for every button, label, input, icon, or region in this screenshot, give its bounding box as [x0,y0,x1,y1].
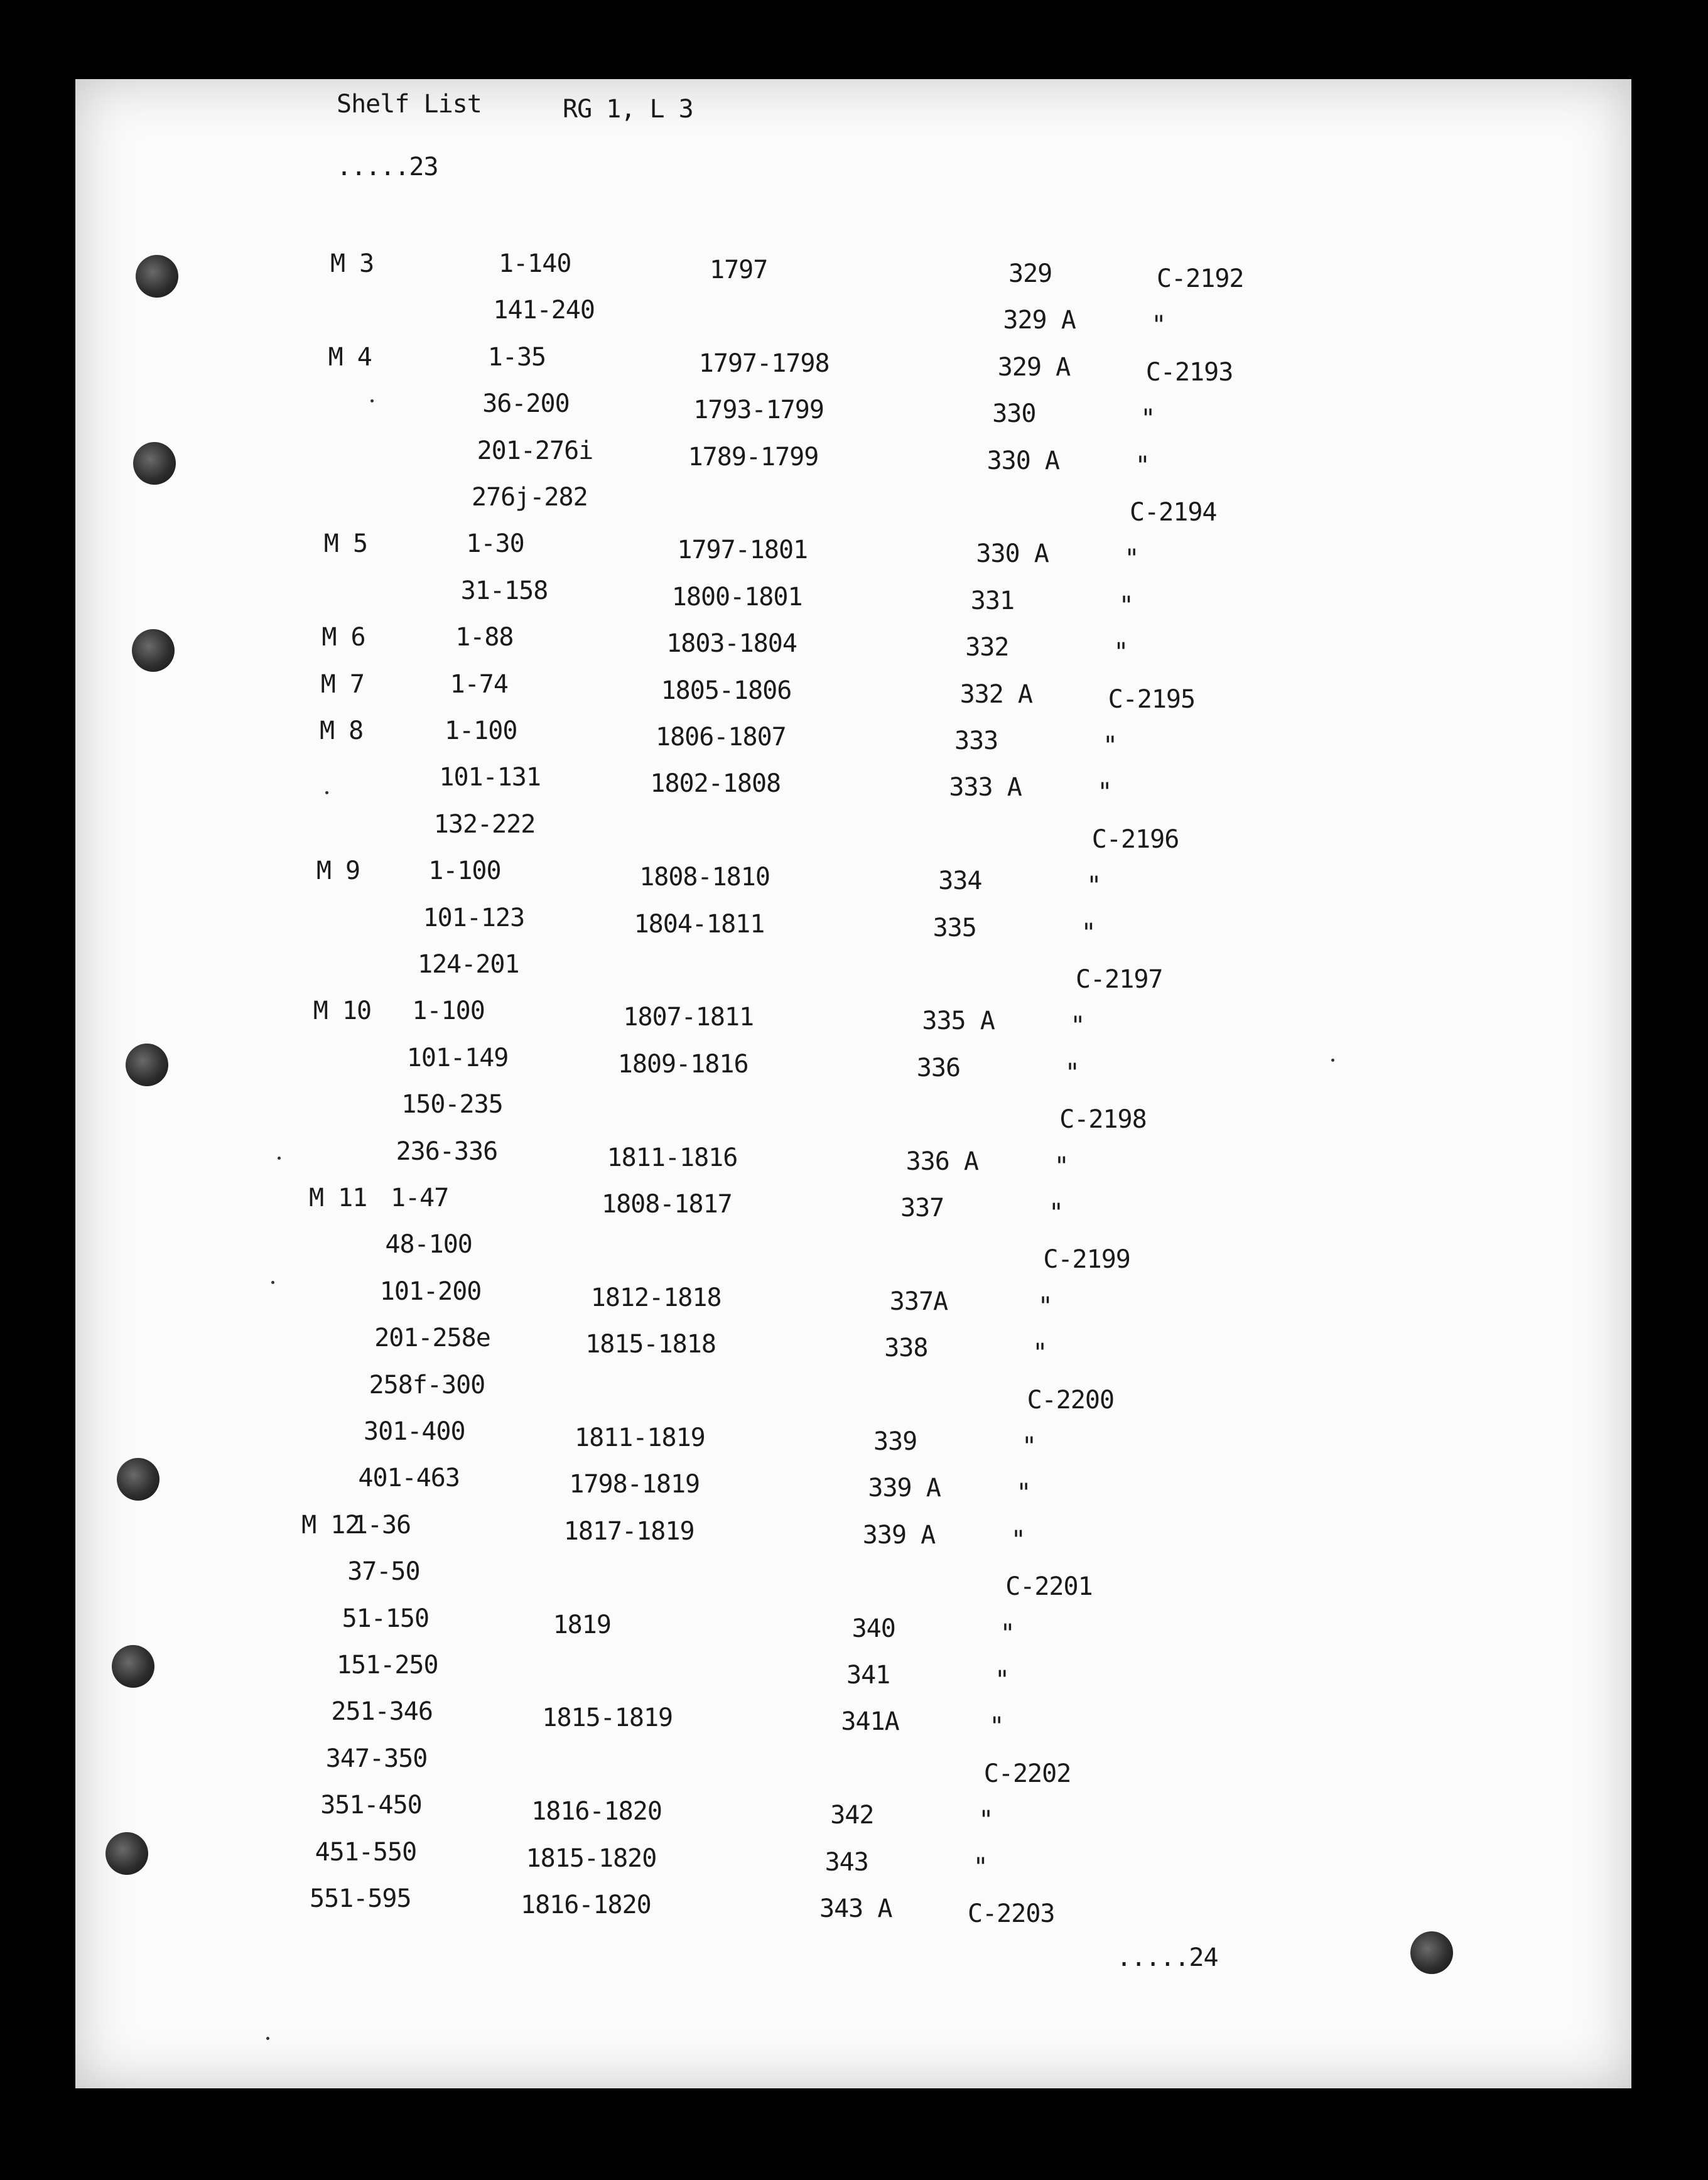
cell-volume: 335 A [922,1006,995,1036]
cell-container: " [1016,1479,1031,1508]
cell-container: " [973,1852,988,1882]
cell-container: " [989,1712,1004,1742]
record-group: RG 1, L 3 [563,95,693,124]
cell-series: M 9 [316,856,360,886]
punch-hole [133,442,176,485]
paper-speck [278,1157,281,1160]
punch-hole [136,255,178,298]
paper-speck [370,399,374,402]
cell-range: 1-30 [466,529,524,559]
cell-volume: 343 [824,1847,868,1877]
cell-container: " [1022,1432,1037,1461]
cell-dates: 1806-1807 [656,723,786,752]
cell-dates: 1812-1818 [590,1283,722,1312]
cell-dates: 1807-1811 [623,1003,754,1032]
cell-dates: 1808-1810 [639,863,770,892]
cell-container: " [995,1666,1010,1695]
cell-range: 451-550 [315,1837,417,1867]
cell-container: C-2202 [983,1759,1071,1788]
cell-series: M 4 [328,342,372,372]
cell-dates: 1811-1819 [575,1423,705,1452]
cell-series: M 5 [323,529,368,559]
cell-dates: 1797 [710,256,768,284]
cell-container: " [1118,591,1133,620]
document-page [75,79,1631,2088]
punch-hole [117,1458,159,1501]
cell-dates: 1809-1816 [617,1049,749,1079]
cell-range: 301-400 [364,1417,465,1446]
cell-range: 347-350 [325,1744,428,1773]
cell-volume: 333 A [949,773,1022,802]
cell-range: 1-36 [352,1510,411,1540]
cell-container: " [1113,638,1128,667]
cell-container: " [1037,1292,1052,1321]
cell-container: C-2200 [1027,1385,1115,1415]
cell-range: 251-346 [331,1697,433,1727]
cell-series: M 12 [301,1510,360,1540]
cell-range: 101-123 [423,903,525,932]
cell-dates: 1816-1820 [521,1891,651,1919]
cell-volume: 336 [916,1053,961,1082]
cell-range: 401-463 [358,1464,460,1493]
cell-range: 1-47 [391,1184,449,1212]
cell-dates: 1805-1806 [661,676,792,705]
cell-container: " [1124,544,1139,574]
cell-volume: 339 A [862,1520,936,1550]
cell-range: 141-240 [493,296,595,325]
cell-container: " [1032,1339,1047,1368]
cell-volume: 330 A [976,539,1049,569]
punch-hole [126,1044,168,1086]
cell-dates: 1797-1798 [698,348,830,378]
paper-speck [271,1281,274,1284]
cell-container: " [1097,778,1112,807]
cell-volume: 343 A [819,1894,892,1923]
cell-volume: 334 [938,866,982,896]
cell-dates: 1808-1817 [602,1190,732,1219]
cell-series: M 11 [309,1184,367,1212]
cell-container: " [1010,1525,1025,1555]
cell-series: M 8 [320,716,364,745]
cell-container: " [1049,1199,1064,1228]
cell-range: 1-74 [450,669,508,699]
cell-range: 31-158 [460,576,548,605]
cell-dates: 1816-1820 [531,1797,662,1827]
cell-dates: 1811-1816 [607,1143,738,1172]
cell-volume: 330 A [986,446,1060,475]
cell-container: C-2199 [1043,1245,1130,1275]
cell-volume: 341A [841,1707,899,1737]
cell-volume: 332 [965,633,1009,662]
document-title: Shelf List [337,90,482,119]
cell-range: 132-222 [433,809,536,839]
cell-range: 351-450 [320,1791,422,1820]
cell-range: 101-149 [406,1043,509,1072]
cell-dates: 1815-1818 [585,1330,716,1359]
cell-container: C-2196 [1091,824,1179,854]
cell-dates: 1804-1811 [634,909,765,939]
cell-volume: 336 A [905,1147,979,1176]
cell-container: " [1064,1058,1079,1087]
cell-dates: 1793-1799 [693,396,824,425]
cell-dates: 1819 [553,1610,611,1639]
cell-volume: 342 [830,1801,874,1830]
cell-range: 551-595 [310,1884,411,1913]
previous-page-reference: .....23 [337,153,438,181]
cell-container: " [1135,451,1150,480]
cell-container: C-2198 [1059,1105,1147,1135]
cell-volume: 331 [970,586,1015,615]
cell-container: " [1054,1152,1069,1181]
cell-range: 51-150 [342,1604,430,1633]
cell-range: 1-100 [412,996,485,1026]
cell-dates: 1802-1808 [650,769,781,799]
cell-dates: 1797-1801 [677,536,808,565]
cell-range: 1-100 [428,856,501,886]
cell-container: C-2203 [968,1899,1055,1928]
cell-container: C-2193 [1145,357,1233,387]
cell-range: 236-336 [396,1136,498,1166]
cell-series: M 10 [313,996,372,1026]
cell-container: " [1070,1012,1085,1041]
cell-range: 201-276i [477,436,593,465]
cell-dates: 1789-1799 [688,442,819,472]
cell-range: 151-250 [337,1651,438,1680]
cell-range: 101-131 [439,763,541,792]
cell-container: C-2197 [1076,965,1163,994]
cell-volume: 337 [900,1194,944,1222]
cell-volume: 339 A [868,1474,941,1503]
cell-volume: 340 [851,1614,895,1643]
paper-speck [1331,1059,1334,1062]
cell-dates: 1815-1820 [526,1843,657,1873]
cell-range: 124-201 [418,950,519,979]
cell-volume: 332 A [959,679,1033,709]
paper-speck [266,2037,269,2040]
cell-range: 48-100 [385,1230,472,1260]
cell-series: M 6 [322,623,365,652]
cell-container: C-2194 [1130,498,1217,527]
cell-range: 1-35 [487,342,546,372]
cell-container: " [1086,871,1101,901]
cell-range: 258f-300 [369,1370,485,1400]
cell-range: 37-50 [347,1557,420,1587]
cell-container: C-2192 [1157,264,1244,293]
cell-dates: 1817-1819 [563,1516,695,1546]
cell-container: " [1103,731,1118,760]
cell-volume: 337A [889,1287,948,1316]
cell-range: 1-140 [499,249,571,278]
cell-container: C-2195 [1108,684,1196,714]
cell-volume: 329 A [1003,306,1076,335]
cell-volume: 330 [992,399,1036,429]
cell-dates: 1803-1804 [666,629,797,659]
cell-volume: 329 [1008,259,1052,288]
punch-hole [105,1832,148,1875]
punch-hole [112,1645,154,1688]
cell-dates: 1815-1819 [542,1703,673,1733]
cell-container: " [1140,404,1155,434]
cell-container: " [978,1806,993,1835]
cell-container: " [1000,1619,1015,1648]
cell-range: 201-258e [374,1324,490,1353]
cell-range: 101-200 [379,1276,482,1306]
cell-container: " [1151,311,1166,340]
cell-dates: 1800-1801 [671,582,803,612]
cell-volume: 341 [846,1661,890,1690]
cell-container: " [1081,918,1096,947]
cell-volume: 338 [884,1334,928,1363]
punch-hole [132,629,175,672]
next-page-reference: .....24 [1116,1943,1218,1972]
cell-range: 1-88 [455,623,514,652]
cell-container: C-2201 [1005,1572,1093,1602]
cell-volume: 333 [954,726,998,755]
cell-range: 36-200 [482,389,570,419]
cell-dates: 1798-1819 [569,1470,700,1499]
cell-range: 276j-282 [472,483,588,512]
cell-volume: 329 A [997,352,1071,382]
cell-series: M 3 [330,249,374,278]
cell-range: 1-100 [445,716,517,745]
paper-speck [325,791,328,794]
cell-volume: 335 [932,913,976,942]
cell-range: 150-235 [401,1090,503,1120]
cell-series: M 7 [320,669,364,699]
cell-volume: 339 [873,1427,917,1456]
punch-hole [1410,1931,1453,1974]
